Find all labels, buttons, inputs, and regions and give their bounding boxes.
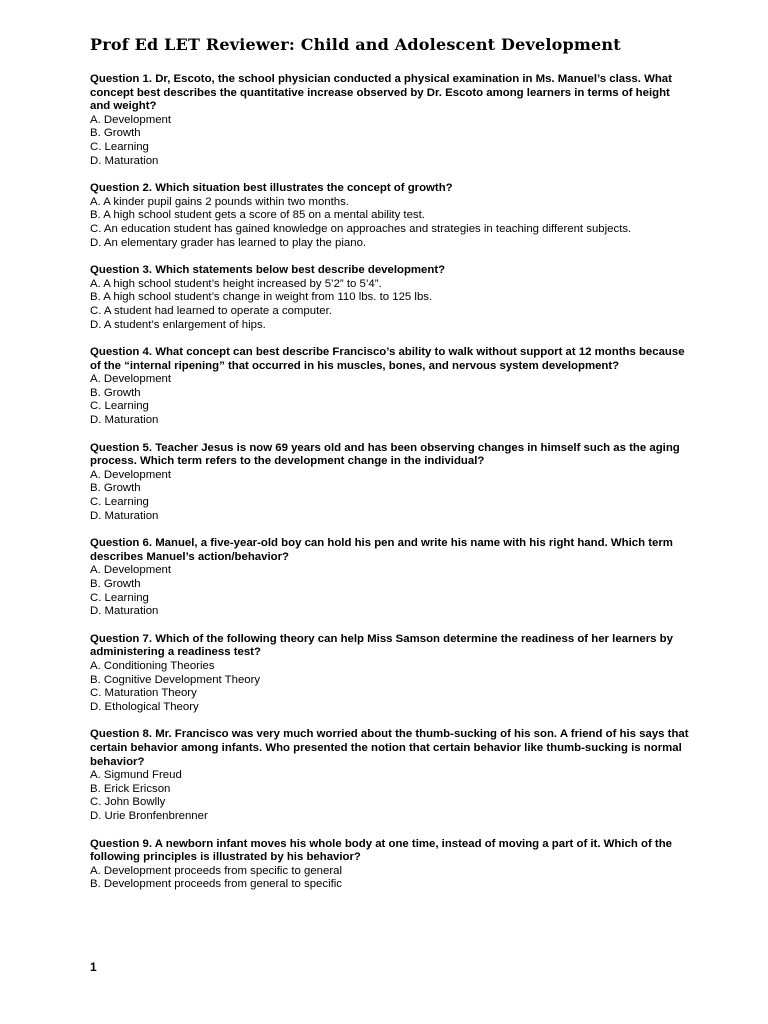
answer-option: C. Learning <box>90 140 149 153</box>
question-stem: Question 5. Teacher Jesus is now 69 years old and has been observing changes in himself such as the aging process. Which term refers to the development change in the individual? <box>90 441 680 468</box>
question-stem: Question 9. A newborn infant moves his whole body at one time, instead of moving a part of it. Which of the following principles is illustrated by his behavior? <box>90 837 673 864</box>
answer-option: B. Growth <box>90 482 141 495</box>
answer-options <box>90 373 690 427</box>
question-1 <box>90 73 690 168</box>
question-stem: Question 2. Which situation best illustrates the concept of growth? <box>90 182 453 195</box>
answer-option: D. Maturation <box>90 154 159 167</box>
answer-option: A. Conditioning Theories <box>90 659 215 672</box>
answer-options <box>90 278 690 332</box>
question-stem: Question 4. What concept can best describe Francisco’s ability to walk without support at 12 months because of the “internal ripening” that occurred in his muscles, bones, and nervous system development? <box>90 346 685 372</box>
answer-option: A. A high school student’s height increased by 5’2” to 5’4”. <box>90 277 382 290</box>
answer-option: A. Development <box>90 468 172 481</box>
answer-option: D. Maturation <box>90 414 159 427</box>
answer-option: A. A kinder pupil gains 2 pounds within two months. <box>90 195 349 208</box>
question-stem: Question 8. Mr. Francisco was very much worried about the thumb-sucking of his son. A friend of his says that certain behavior among infants. Who presented the notion that certain behavior like thumb-sucking is normal behavior? <box>90 728 689 768</box>
answer-options <box>90 196 690 250</box>
question-2 <box>90 182 690 250</box>
question-9 <box>90 838 690 892</box>
answer-option: D. Urie Bronfenbrenner <box>90 809 208 822</box>
answer-option: B. Growth <box>90 127 141 140</box>
document-title: Prof Ed LET Reviewer: Child and Adolescent Development <box>90 35 621 54</box>
question-list <box>90 73 690 906</box>
answer-options <box>90 660 690 714</box>
answer-option: D. An elementary grader has learned to play the piano. <box>90 236 367 249</box>
answer-options <box>90 114 690 168</box>
answer-options <box>90 564 690 618</box>
page-number: 1 <box>90 960 97 974</box>
question-3 <box>90 264 690 332</box>
answer-option: B. Erick Ericson <box>90 782 171 795</box>
answer-option: B. Cognitive Development Theory <box>90 673 261 686</box>
answer-option: C. An education student has gained knowledge on approaches and strategies in teaching different subjects. <box>90 222 632 235</box>
answer-options <box>90 469 690 523</box>
answer-options <box>90 769 690 823</box>
question-6 <box>90 537 690 619</box>
question-4 <box>90 346 690 428</box>
question-7 <box>90 633 690 715</box>
answer-option: B. A high school student’s change in weight from 110 lbs. to 125 lbs. <box>90 291 433 304</box>
answer-option: A. Sigmund Freud <box>90 769 182 782</box>
answer-option: B. Development proceeds from general to specific <box>90 878 342 891</box>
answer-option: C. Learning <box>90 591 149 604</box>
question-stem: Question 7. Which of the following theory can help Miss Samson determine the readiness of her learners by administering a readiness test? <box>90 632 673 659</box>
answer-option: C. Learning <box>90 496 149 509</box>
answer-options <box>90 865 690 892</box>
answer-option: A. Development <box>90 564 172 577</box>
answer-option: A. Development <box>90 113 172 126</box>
answer-option: A. Development proceeds from specific to general <box>90 864 342 877</box>
question-stem: Question 6. Manuel, a five-year-old boy can hold his pen and write his name with his right hand. Which term describes Manuel’s action/behavior? <box>90 537 673 563</box>
answer-option: D. Maturation <box>90 605 159 618</box>
answer-option: A. Development <box>90 373 172 386</box>
answer-option: D. Ethological Theory <box>90 700 199 713</box>
answer-option: B. Growth <box>90 386 141 399</box>
answer-option: B. Growth <box>90 578 141 590</box>
question-8 <box>90 728 690 823</box>
question-stem: Question 1. Dr, Escoto, the school physician conducted a physical examination in Ms. Manuel’s class. What concept best describes the quantitative increase observed by Dr. Escoto among learners in terms of height and weight? <box>90 73 672 113</box>
answer-option: B. A high school student gets a score of 85 on a mental ability test. <box>90 209 425 222</box>
question-5 <box>90 442 690 524</box>
answer-option: C. Maturation Theory <box>90 687 197 700</box>
answer-option: C. John Bowlly <box>90 796 166 809</box>
answer-option: C. A student had learned to operate a computer. <box>90 304 332 317</box>
answer-option: D. A student’s enlargement of hips. <box>90 318 266 331</box>
answer-option: D. Maturation <box>90 509 159 522</box>
question-stem: Question 3. Which statements below best describe development? <box>90 264 446 277</box>
answer-option: C. Learning <box>90 400 149 413</box>
